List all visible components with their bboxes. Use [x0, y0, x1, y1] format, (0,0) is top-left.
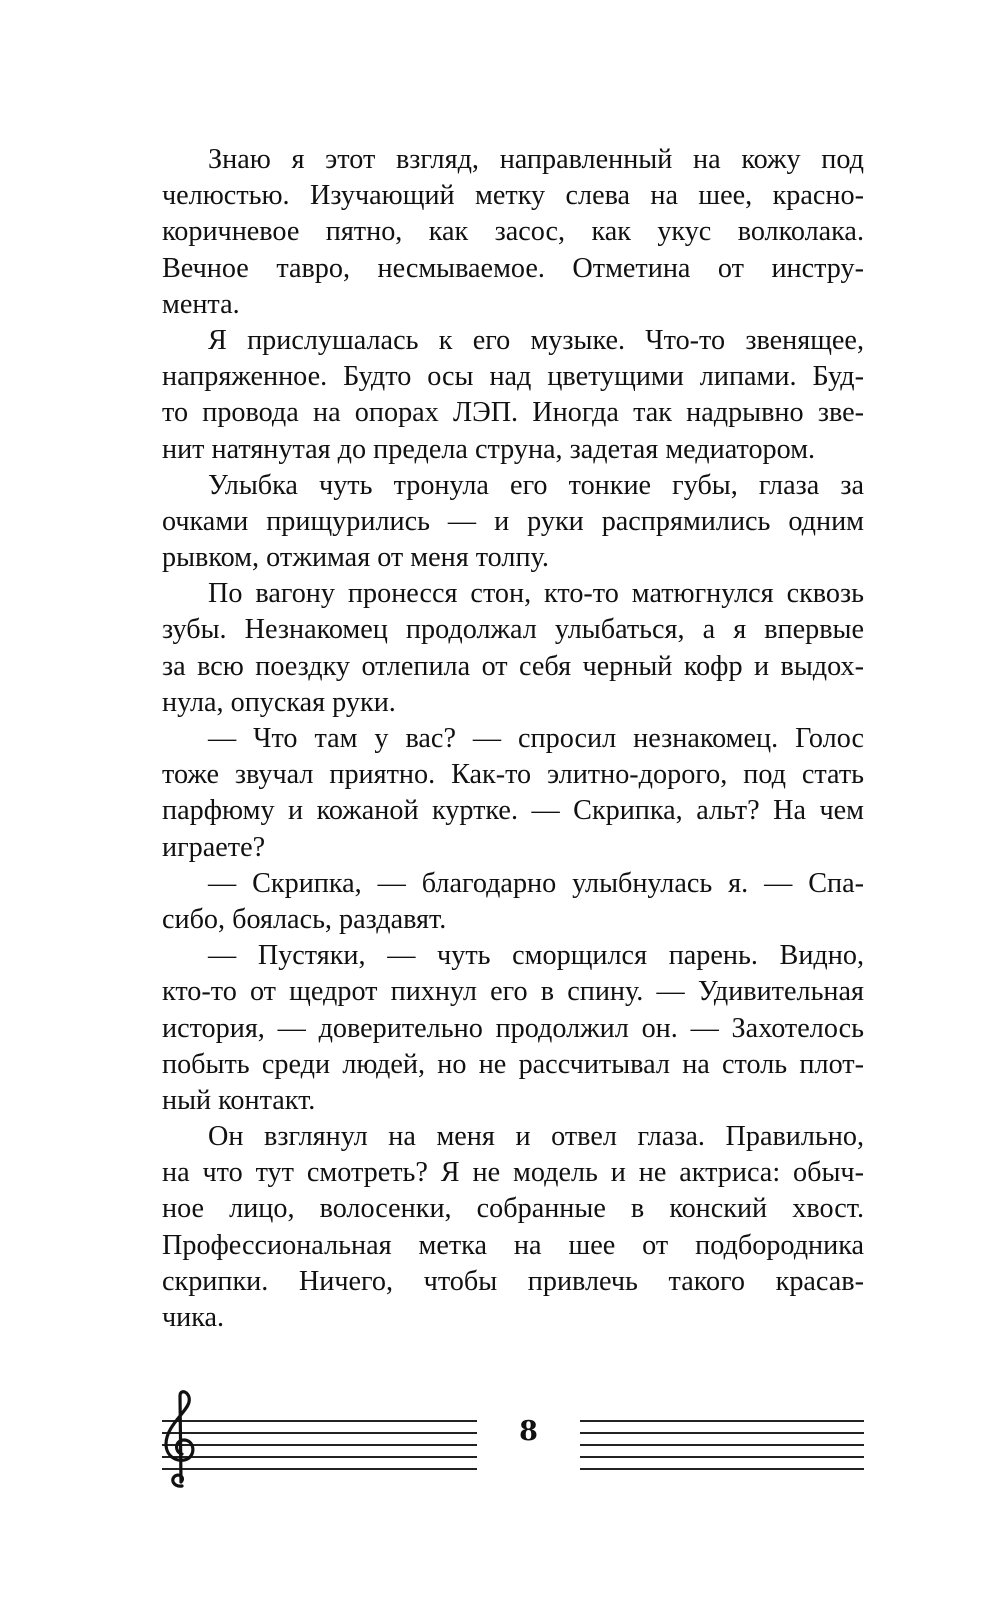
text-line: — Пустяки, — чуть сморщился парень. Видно, — [208, 940, 864, 972]
text-line: скрипки. Ничего, чтобы привлечь такого красав- — [162, 1265, 864, 1297]
body-text — [162, 142, 864, 1336]
text-line: Я прислушалась к его музыке. Что-то звенящее, — [208, 324, 864, 356]
paragraph — [162, 323, 864, 468]
text-line: Он взглянул на меня и отвел глаза. Правильно, — [208, 1121, 864, 1153]
music-staff-left — [162, 1420, 477, 1470]
text-line: зубы. Незнакомец продолжал улыбаться, а я впервые — [162, 614, 864, 646]
text-line: побыть среди людей, но не рассчитывал на столь плот- — [162, 1048, 864, 1080]
paragraph — [162, 721, 864, 866]
treble-clef-icon — [160, 1390, 200, 1490]
text-line: Вечное тавро, несмываемое. Отметина от инстру- — [162, 252, 864, 284]
paragraph — [162, 142, 864, 323]
text-line: история, — доверительно продолжил он. — Захотелось — [162, 1012, 864, 1044]
paragraph — [162, 866, 864, 938]
paragraph — [162, 468, 864, 577]
text-line: кто-то от щедрот пихнул его в спину. — Удивительная — [162, 976, 864, 1008]
text-line: мента. — [162, 288, 240, 320]
text-line: — Скрипка, — благодарно улыбнулась я. — Спа- — [208, 867, 864, 899]
text-line: парфюму и кожаной куртке. — Скрипка, альт? На чем — [162, 795, 864, 827]
text-line: очками прищурились — и руки распрямились одним — [162, 505, 864, 537]
text-line: ный контакт. — [162, 1084, 316, 1116]
text-line: — Что там у вас? — спросил незнакомец. Голос — [208, 723, 864, 754]
text-line: ное лицо, волосенки, собранные в конский хвост. — [162, 1193, 864, 1225]
text-line: сибо, боялась, раздавят. — [162, 903, 447, 935]
text-line: По вагону пронесся стон, кто-то матюгнулся сквозь — [208, 578, 864, 610]
text-line: за всю поездку отлепила от себя черный кофр и выдох- — [162, 650, 864, 682]
text-line: чика. — [162, 1302, 225, 1333]
text-line: коричневое пятно, как засос, как укус волколака. — [162, 216, 864, 248]
text-line: нула, опуская руки. — [162, 686, 396, 718]
music-staff-right — [580, 1420, 864, 1470]
text-line: Знаю я этот взгляд, направленный на кожу под — [208, 144, 864, 175]
text-line: тоже звучал приятно. Как-то элитно-дорого, под стать — [162, 759, 864, 791]
paragraph — [162, 1119, 864, 1336]
text-line: челюстью. Изучающий метку слева на шее, красно- — [162, 180, 864, 212]
page-number: 8 — [519, 1416, 538, 1447]
text-line: Улыбка чуть тронула его тонкие губы, глаза за — [208, 469, 864, 501]
text-line: то провода на опорах ЛЭП. Иногда так надрывно зве- — [162, 397, 864, 429]
text-line: Профессиональная метка на шее от подбородника — [162, 1229, 864, 1261]
text-line: напряженное. Будто осы над цветущими липами. Буд- — [162, 361, 864, 393]
paragraph — [162, 938, 864, 1119]
paragraph — [162, 576, 864, 721]
text-line: нит натянутая до предела струна, задетая медиатором. — [162, 433, 816, 465]
text-line: на что тут смотреть? Я не модель и не актриса: обыч- — [162, 1157, 864, 1189]
page-footer — [162, 1394, 864, 1474]
text-line: рывком, отжимая от меня толпу. — [162, 542, 549, 574]
text-line: играете? — [162, 831, 266, 863]
